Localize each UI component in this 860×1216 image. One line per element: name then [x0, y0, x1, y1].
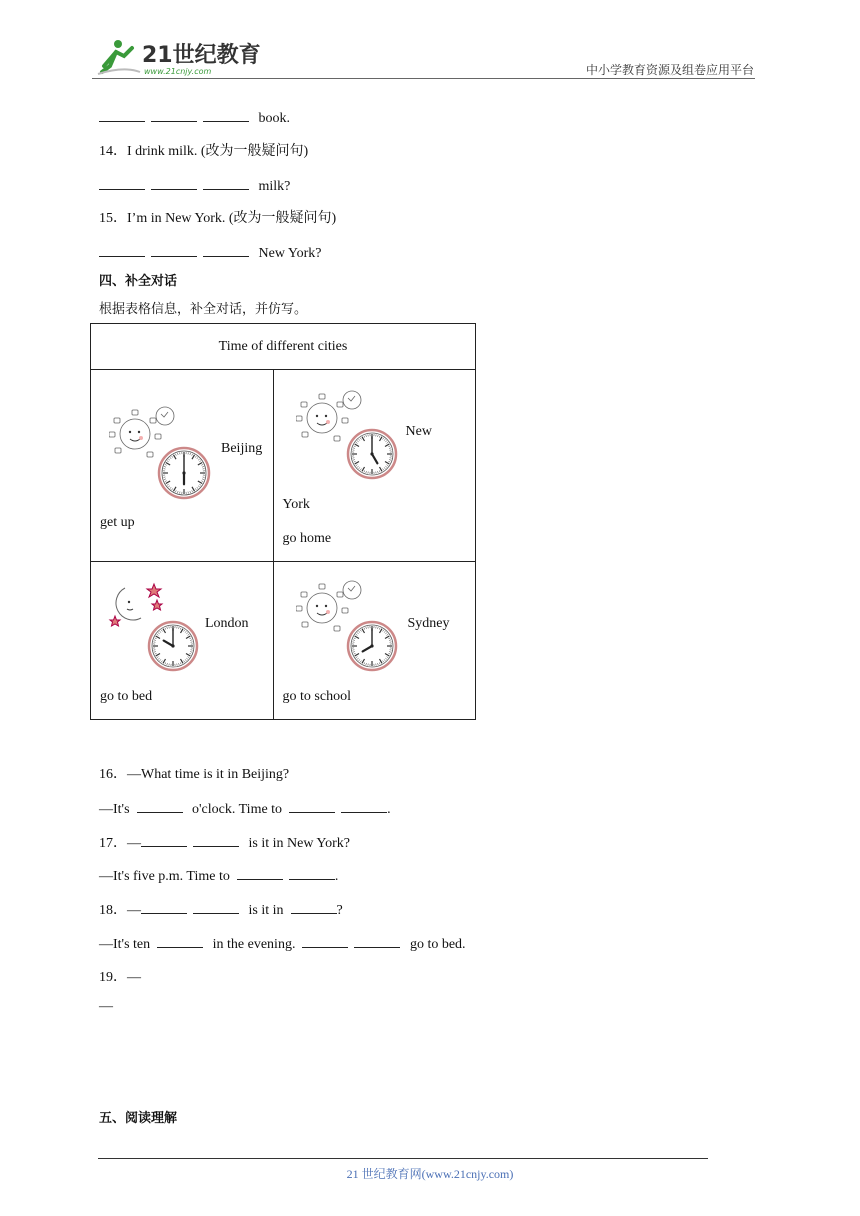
blank[interactable] — [354, 932, 400, 948]
blank[interactable] — [289, 864, 335, 880]
logo — [94, 36, 264, 80]
q17-question — [99, 831, 350, 852]
header-platform-text: 中小学教育资源及组卷应用平台 — [585, 63, 754, 77]
city-label: Beijing — [221, 441, 263, 456]
blank[interactable] — [203, 174, 249, 190]
cell-beijing — [91, 370, 274, 562]
q19-answer — [99, 999, 113, 1015]
section4-instruction: 根据表格信息，补全对话，并仿写。 — [99, 302, 308, 317]
q16-number: 16． — [99, 767, 127, 782]
q18-text: is it in — [248, 903, 284, 918]
blank[interactable] — [151, 174, 197, 190]
city-label: Sydney — [407, 616, 450, 631]
blank[interactable] — [291, 898, 337, 914]
blank[interactable] — [99, 241, 145, 257]
q18-qmark: ? — [336, 903, 343, 918]
q18-dash: — — [127, 903, 141, 918]
cell-new-york — [273, 370, 475, 562]
q16-text: —What time is it in Beijing? — [127, 767, 290, 782]
q17-a2: . — [334, 869, 339, 884]
q16-a3: . — [387, 802, 391, 817]
cell-sydney — [273, 562, 475, 720]
blank[interactable] — [203, 106, 249, 122]
clock-icon — [346, 620, 398, 672]
q13-answer-line — [99, 106, 290, 127]
q14-answer-line — [99, 174, 290, 195]
q17-answer — [99, 864, 338, 885]
clock-icon — [147, 620, 199, 672]
q15-number: 15． — [99, 211, 127, 226]
q17-dash: — — [127, 836, 141, 851]
blank[interactable] — [151, 241, 197, 257]
clock-icon — [346, 428, 398, 480]
activity-label: go home — [282, 531, 332, 546]
city-label: New — [405, 424, 432, 439]
city-label-continued: York — [282, 497, 310, 512]
q19-dash: — — [127, 970, 141, 985]
table-header — [91, 324, 476, 370]
q18-answer — [99, 932, 466, 953]
activity-label: get up — [100, 515, 135, 530]
section4-title: 四、补全对话 — [99, 274, 178, 289]
activity-label: go to school — [282, 689, 351, 704]
q15-tail: New York? — [258, 246, 322, 261]
blank[interactable] — [141, 898, 187, 914]
cell-london — [91, 562, 274, 720]
blank[interactable] — [137, 797, 183, 813]
q15-question — [99, 207, 336, 227]
q16-answer — [99, 797, 391, 818]
q17-text: is it in New York? — [248, 836, 351, 851]
q18-number: 18． — [99, 903, 127, 918]
blank[interactable] — [237, 864, 283, 880]
footer-source[interactable]: 21 世纪教育网(www.21cnjy.com) — [346, 1167, 514, 1181]
q16-question — [99, 763, 289, 783]
blank[interactable] — [99, 106, 145, 122]
q15-text: I’m in New York. (改为一般疑问句) — [127, 211, 337, 226]
q16-a2: o'clock. Time to — [192, 802, 283, 817]
logo-runner-icon — [94, 36, 264, 80]
blank[interactable] — [203, 241, 249, 257]
logo-text: 21世纪教育 — [142, 43, 261, 68]
q17-a1: —It's five p.m. Time to — [99, 869, 230, 884]
city-label: London — [205, 616, 249, 631]
q18-a3: go to bed. — [409, 937, 466, 952]
blank[interactable] — [193, 831, 239, 847]
q16-a1: —It's — [99, 802, 130, 817]
q18-a2: in the evening. — [212, 937, 296, 952]
q19-question — [99, 966, 141, 986]
cities-time-table — [90, 323, 476, 720]
q18-question — [99, 898, 343, 919]
q14-question — [99, 140, 308, 160]
q19-number: 19． — [99, 970, 127, 985]
q14-text: I drink milk. (改为一般疑问句) — [127, 144, 309, 159]
blank[interactable] — [99, 174, 145, 190]
q13-tail: book. — [258, 111, 290, 126]
logo-url: www.21cnjy.com — [144, 67, 212, 76]
table-title: Time of different cities — [218, 338, 348, 354]
blank[interactable] — [341, 797, 387, 813]
q17-number: 17． — [99, 836, 127, 851]
q18-a1: —It's ten — [99, 937, 151, 952]
blank[interactable] — [141, 831, 187, 847]
clock-icon — [157, 446, 211, 500]
q14-tail: milk? — [258, 179, 291, 194]
blank[interactable] — [151, 106, 197, 122]
q14-number: 14． — [99, 144, 127, 159]
blank[interactable] — [157, 932, 203, 948]
blank[interactable] — [302, 932, 348, 948]
activity-label: go to bed — [100, 689, 153, 704]
q19-answer-dash: — — [99, 999, 113, 1014]
section5-title: 五、阅读理解 — [99, 1111, 178, 1126]
footer-divider — [98, 1158, 708, 1159]
header-divider — [92, 78, 755, 79]
blank[interactable] — [193, 898, 239, 914]
blank[interactable] — [289, 797, 335, 813]
q15-answer-line — [99, 241, 322, 262]
